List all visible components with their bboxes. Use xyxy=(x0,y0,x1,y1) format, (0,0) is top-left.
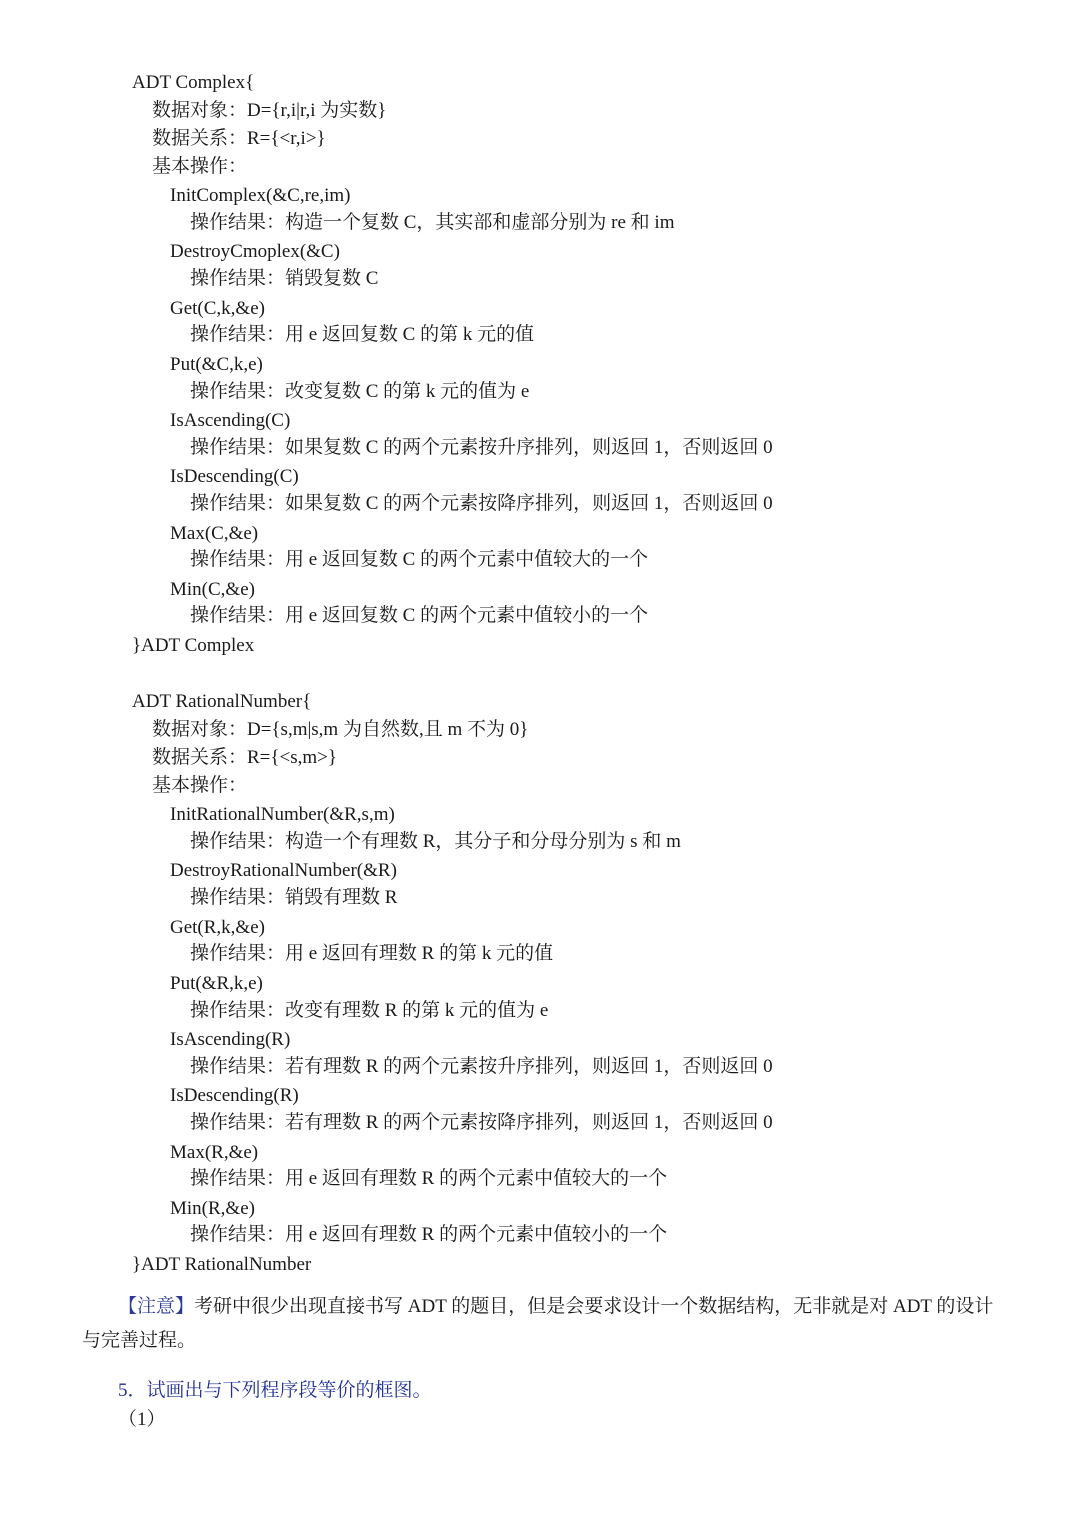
op-result: 操作结果：用 e 返回有理数 R 的两个元素中值较大的一个 xyxy=(190,1168,668,1189)
op-result: 操作结果：构造一个复数 C，其实部和虚部分别为 re 和 im xyxy=(190,212,675,233)
note-text: 考研中很少出现直接书写 ADT 的题目，但是会要求设计一个数据结构，无非就是对 ADT 的设计与完善过程。 xyxy=(82,1296,994,1351)
op-result: 操作结果：如果复数 C 的两个元素按降序排列，则返回 1，否则返回 0 xyxy=(190,493,773,514)
adt-rational-header: ADT RationalNumber{ xyxy=(132,691,312,712)
op-signature: Min(C,&e) xyxy=(170,579,255,600)
op-signature: Get(R,k,&e) xyxy=(170,917,265,938)
adt-rational-basic-ops-label: 基本操作： xyxy=(152,775,248,796)
op-result: 操作结果：用 e 返回复数 C 的两个元素中值较小的一个 xyxy=(190,605,649,626)
adt-complex-footer: }ADT Complex xyxy=(132,635,255,656)
adt-complex-data-object: 数据对象：D={r,i|r,i 为实数} xyxy=(152,100,387,121)
op-result: 操作结果：用 e 返回复数 C 的两个元素中值较大的一个 xyxy=(190,549,649,570)
op-result: 操作结果：销毁有理数 R xyxy=(190,887,398,908)
question-title: 5．试画出与下列程序段等价的框图。 xyxy=(118,1380,432,1401)
op-signature: Get(C,k,&e) xyxy=(170,298,265,319)
op-result: 操作结果：用 e 返回复数 C 的第 k 元的值 xyxy=(190,324,535,345)
op-signature: Max(R,&e) xyxy=(170,1142,259,1163)
op-result: 操作结果：用 e 返回有理数 R 的第 k 元的值 xyxy=(190,943,554,964)
op-result: 操作结果：构造一个有理数 R，其分子和分母分别为 s 和 m xyxy=(190,831,681,852)
adt-complex-header: ADT Complex{ xyxy=(132,72,255,93)
op-signature: Put(&R,k,e) xyxy=(170,973,263,994)
adt-complex-data-relation: 数据关系：R={<r,i>} xyxy=(152,128,326,149)
adt-rational-data-relation: 数据关系：R={<s,m>} xyxy=(152,747,337,768)
note-label: 【注意】 xyxy=(118,1296,195,1317)
op-signature: Min(R,&e) xyxy=(170,1198,255,1219)
op-signature: IsAscending(C) xyxy=(170,410,291,431)
op-signature: DestroyRationalNumber(&R) xyxy=(170,860,397,881)
op-signature: InitComplex(&C,re,im) xyxy=(170,185,351,206)
op-result: 操作结果：销毁复数 C xyxy=(190,268,379,289)
op-result: 操作结果：若有理数 R 的两个元素按降序排列，则返回 1，否则返回 0 xyxy=(190,1112,773,1133)
adt-complex-basic-ops-label: 基本操作： xyxy=(152,156,248,177)
op-signature: InitRationalNumber(&R,s,m) xyxy=(170,804,395,825)
op-result: 操作结果：用 e 返回有理数 R 的两个元素中值较小的一个 xyxy=(190,1224,668,1245)
op-signature: Put(&C,k,e) xyxy=(170,354,263,375)
op-signature: DestroyCmoplex(&C) xyxy=(170,241,340,262)
op-result: 操作结果：若有理数 R 的两个元素按升序排列，则返回 1，否则返回 0 xyxy=(190,1056,773,1077)
op-signature: Max(C,&e) xyxy=(170,523,259,544)
adt-rational-data-object: 数据对象：D={s,m|s,m 为自然数,且 m 不为 0} xyxy=(152,719,529,740)
op-result: 操作结果：改变复数 C 的第 k 元的值为 e xyxy=(190,381,530,402)
op-signature: IsDescending(R) xyxy=(170,1085,299,1106)
question-subitem: （1） xyxy=(118,1409,166,1430)
op-result: 操作结果：如果复数 C 的两个元素按升序排列，则返回 1，否则返回 0 xyxy=(190,437,773,458)
op-signature: IsDescending(C) xyxy=(170,466,299,487)
adt-rational-footer: }ADT RationalNumber xyxy=(132,1254,312,1275)
op-result: 操作结果：改变有理数 R 的第 k 元的值为 e xyxy=(190,1000,549,1021)
op-signature: IsAscending(R) xyxy=(170,1029,291,1050)
note-paragraph xyxy=(82,1290,1012,1358)
